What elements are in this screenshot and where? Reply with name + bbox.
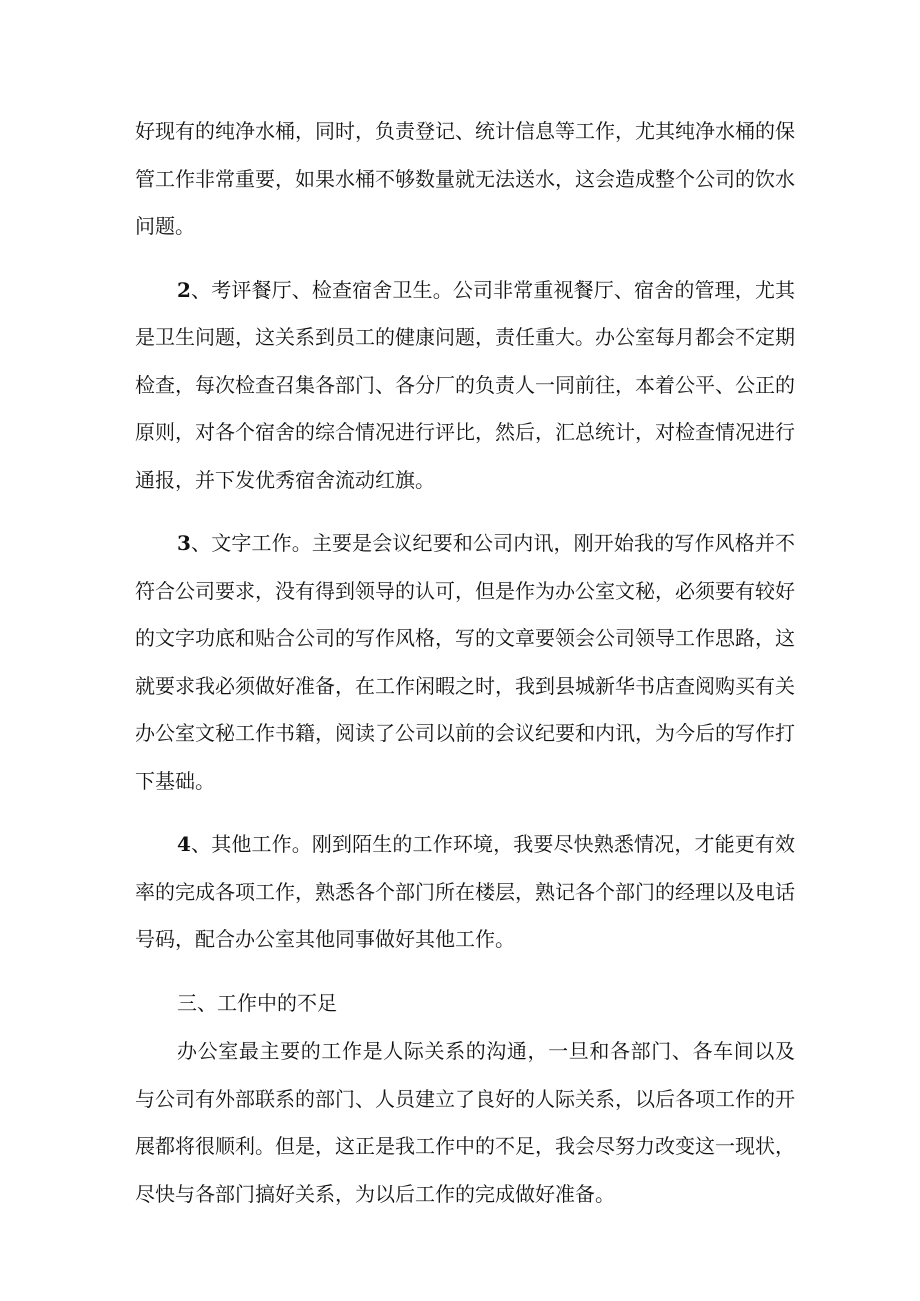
item-number: 2 (177, 277, 191, 302)
paragraph-text: 、其他工作。刚到陌生的工作环境，我要尽快熟悉情况，才能更有效率的完成各项工作，熟悉各个部门所在楼层，熟记各个部门的经理以及电话号码，配合办公室其他同事做好其他工作。 (135, 832, 795, 951)
document-body (135, 108, 795, 1234)
paragraph-text: 、文字工作。主要是会议纪要和公司内讯，刚开始我的写作风格并不符合公司要求，没有得到领导的认可，但是作为办公室文秘，必须要有较好的文字功底和贴合公司的写作风格，写的文章要领会公司领导工作思路，这就要求我必须做好准备，在工作闲暇之时，我到县城新华书店查阅购买有关办公室文秘工作书籍，阅读了公司以前的会议纪要和内讯，为今后的写作打下基础。 (135, 531, 795, 793)
paragraph-text: 、考评餐厅、检查宿舍卫生。公司非常重视餐厅、宿舍的管理，尤其是卫生问题，这关系到员工的健康问题，责任重大。办公室每月都会不定期检查，每次检查召集各部门、各分厂的负责人一同前往，本着公平、公正的原则，对各个宿舍的综合情况进行评比，然后，汇总统计，对检查情况进行通报，并下发优秀宿舍流动红旗。 (135, 277, 795, 492)
paragraph-text: 好现有的纯净水桶，同时，负责登记、统计信息等工作，尤其纯净水桶的保管工作非常重要，如果水桶不够数量就无法送水，这会造成整个公司的饮水问题。 (135, 119, 795, 238)
section-heading: 三、工作中的不足 (177, 990, 337, 1015)
item-number: 3 (177, 531, 191, 555)
paragraph-item-2 (135, 267, 795, 505)
paragraph-item-4 (135, 821, 795, 964)
paragraph-item-3 (135, 520, 795, 805)
item-number: 4 (177, 832, 191, 856)
paragraph-text: 办公室最主要的工作是人际关系的沟通，一旦和各部门、各车间以及与公司有外部联系的部门、人员建立了良好的人际关系，以后各项工作的开展都将很顺利。但是，这正是我工作中的不足，我会尽努力改变这一现状，尽快与各部门搞好关系，为以后工作的完成做好准备。 (135, 1039, 795, 1206)
paragraph-shortcomings (135, 1028, 795, 1218)
paragraph-water-bucket-management (135, 108, 795, 251)
